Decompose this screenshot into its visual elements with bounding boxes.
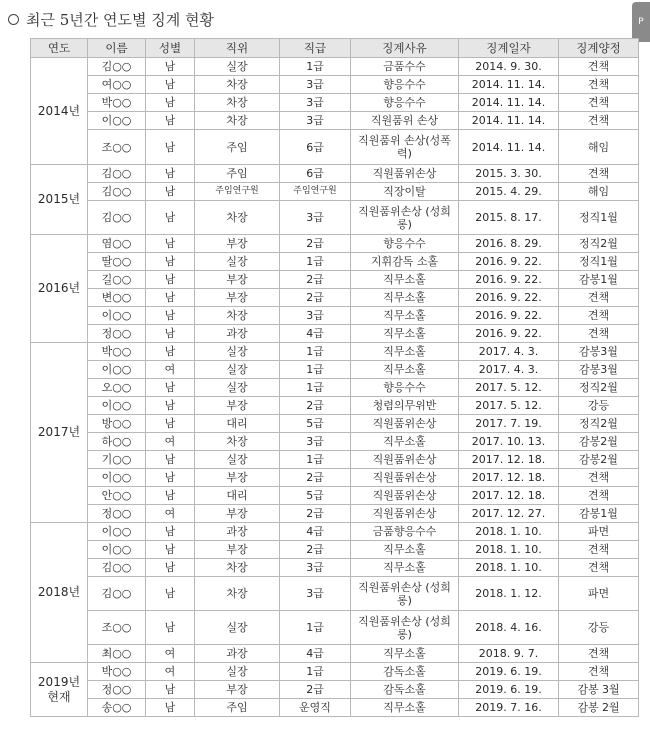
reason-cell: 직무소홀 [351,361,459,379]
position-cell: 실장 [195,379,280,397]
grade-cell: 3급 [280,201,351,235]
table-row [31,523,639,541]
grade-cell: 5급 [280,487,351,505]
reason-cell: 향응수수 [351,235,459,253]
grade-cell: 2급 [280,235,351,253]
grade-cell: 2급 [280,681,351,699]
gender-cell: 남 [146,325,195,343]
reason-cell: 감독소홀 [351,663,459,681]
date-cell: 2017. 10. 13. [459,433,559,451]
penalty-cell: 견책 [559,559,639,577]
table-row [31,94,639,112]
date-cell: 2014. 11. 14. [459,130,559,165]
gender-cell: 남 [146,165,195,183]
gender-cell: 남 [146,253,195,271]
gender-cell: 여 [146,433,195,451]
reason-cell: 직무소홀 [351,433,459,451]
col-header-date: 징계일자 [459,39,559,58]
penalty-cell: 견책 [559,58,639,76]
name-cell: 김○○ [88,165,146,183]
position-cell: 차장 [195,307,280,325]
name-cell: 김○○ [88,559,146,577]
reason-cell: 직원품위손상 [351,165,459,183]
reason-cell: 직무소홀 [351,541,459,559]
penalty-cell: 감봉2월 [559,451,639,469]
table-row [31,343,639,361]
table-row [31,559,639,577]
reason-cell: 청렴의무위반 [351,397,459,415]
table-row [31,541,639,559]
penalty-cell: 견책 [559,541,639,559]
grade-cell: 1급 [280,379,351,397]
table-row [31,505,639,523]
name-cell: 김○○ [88,183,146,201]
col-header-position: 직위 [195,39,280,58]
gender-cell: 남 [146,130,195,165]
gender-cell: 남 [146,397,195,415]
date-cell: 2018. 1. 10. [459,559,559,577]
gender-cell: 남 [146,307,195,325]
table-row [31,307,639,325]
penalty-cell: 감봉1월 [559,271,639,289]
name-cell: 김○○ [88,577,146,611]
penalty-cell: 견책 [559,487,639,505]
grade-cell: 3급 [280,76,351,94]
penalty-cell: 정직1월 [559,253,639,271]
name-cell: 여○○ [88,76,146,94]
col-header-gender: 성별 [146,39,195,58]
grade-cell: 1급 [280,663,351,681]
name-cell: 조○○ [88,130,146,165]
date-cell: 2017. 5. 12. [459,397,559,415]
table-row [31,235,639,253]
name-cell: 이○○ [88,469,146,487]
name-cell: 이○○ [88,523,146,541]
table-row [31,487,639,505]
table-row [31,76,639,94]
reason-cell: 향응수수 [351,379,459,397]
date-cell: 2018. 9. 7. [459,645,559,663]
gender-cell: 남 [146,577,195,611]
date-cell: 2015. 4. 29. [459,183,559,201]
circle-bullet-icon [8,14,19,25]
penalty-cell: 강등 [559,611,639,645]
name-cell: 정○○ [88,325,146,343]
col-header-reason: 징계사유 [351,39,459,58]
position-cell: 부장 [195,235,280,253]
year-cell: 2019년 현재 [31,663,88,717]
reason-cell: 직원품위손상 [351,505,459,523]
position-cell: 차장 [195,433,280,451]
grade-cell: 2급 [280,541,351,559]
position-cell: 주임연구원 [195,183,280,201]
date-cell: 2019. 6. 19. [459,663,559,681]
position-cell: 실장 [195,611,280,645]
reason-cell: 직무소홀 [351,699,459,717]
position-cell: 부장 [195,681,280,699]
penalty-cell: 견책 [559,663,639,681]
table-row [31,469,639,487]
reason-cell: 감독소홀 [351,681,459,699]
table-row [31,451,639,469]
position-cell: 부장 [195,541,280,559]
position-cell: 차장 [195,559,280,577]
gender-cell: 남 [146,487,195,505]
penalty-cell: 감봉1월 [559,505,639,523]
reason-cell: 직원품위손상 [351,415,459,433]
penalty-cell: 견책 [559,76,639,94]
table-row [31,681,639,699]
year-cell: 2017년 [31,343,88,523]
position-cell: 실장 [195,253,280,271]
grade-cell: 2급 [280,289,351,307]
discipline-table [30,38,639,717]
name-cell: 염○○ [88,235,146,253]
penalty-cell: 견책 [559,469,639,487]
gender-cell: 여 [146,663,195,681]
reason-cell: 직원품위 손상 [351,112,459,130]
gender-cell: 여 [146,505,195,523]
date-cell: 2014. 11. 14. [459,76,559,94]
date-cell: 2016. 9. 22. [459,325,559,343]
table-row [31,699,639,717]
penalty-cell: 해임 [559,130,639,165]
grade-cell: 6급 [280,165,351,183]
position-cell: 주임 [195,130,280,165]
col-header-name: 이름 [88,39,146,58]
grade-cell: 3급 [280,94,351,112]
penalty-cell: 감봉2월 [559,433,639,451]
grade-cell: 1급 [280,253,351,271]
position-cell: 부장 [195,397,280,415]
penalty-cell: 견책 [559,94,639,112]
gender-cell: 남 [146,343,195,361]
reason-cell: 직무소홀 [351,343,459,361]
grade-cell: 4급 [280,523,351,541]
reason-cell: 직원품위 손상(성폭력) [351,130,459,165]
date-cell: 2019. 6. 19. [459,681,559,699]
table-row [31,253,639,271]
grade-cell: 1급 [280,58,351,76]
gender-cell: 남 [146,469,195,487]
date-cell: 2016. 9. 22. [459,253,559,271]
grade-cell: 3급 [280,577,351,611]
gender-cell: 남 [146,451,195,469]
name-cell: 이○○ [88,361,146,379]
penalty-cell: 정직2월 [559,379,639,397]
penalty-cell: 감봉3월 [559,343,639,361]
date-cell: 2016. 9. 22. [459,271,559,289]
reason-cell: 직원품위손상 (성희롱) [351,201,459,235]
penalty-cell: 감봉3월 [559,361,639,379]
table-body [31,58,639,717]
grade-cell: 5급 [280,415,351,433]
penalty-cell: 견책 [559,645,639,663]
gender-cell: 남 [146,235,195,253]
grade-cell: 3급 [280,307,351,325]
year-cell: 2014년 [31,58,88,165]
name-cell: 송○○ [88,699,146,717]
gender-cell: 남 [146,541,195,559]
name-cell: 안○○ [88,487,146,505]
position-cell: 차장 [195,577,280,611]
gender-cell: 남 [146,611,195,645]
table-row [31,379,639,397]
reason-cell: 직무소홀 [351,271,459,289]
gender-cell: 남 [146,415,195,433]
reason-cell: 금품수수 [351,58,459,76]
date-cell: 2016. 9. 22. [459,307,559,325]
gender-cell: 남 [146,112,195,130]
position-cell: 부장 [195,271,280,289]
position-cell: 주임 [195,165,280,183]
name-cell: 하○○ [88,433,146,451]
penalty-cell: 견책 [559,112,639,130]
col-header-penalty: 징계양정 [559,39,639,58]
table-row [31,325,639,343]
position-cell: 차장 [195,76,280,94]
table-row [31,433,639,451]
gender-cell: 남 [146,94,195,112]
date-cell: 2015. 8. 17. [459,201,559,235]
name-cell: 이○○ [88,307,146,325]
name-cell: 오○○ [88,379,146,397]
side-tab[interactable]: P [632,2,650,42]
table-row [31,165,639,183]
name-cell: 이○○ [88,397,146,415]
reason-cell: 직원품위손상 (성희롱) [351,577,459,611]
date-cell: 2018. 1. 10. [459,523,559,541]
reason-cell: 지휘감독 소홀 [351,253,459,271]
date-cell: 2019. 7. 16. [459,699,559,717]
penalty-cell: 파면 [559,577,639,611]
grade-cell: 2급 [280,469,351,487]
position-cell: 차장 [195,112,280,130]
penalty-cell: 정직2월 [559,415,639,433]
table-row [31,58,639,76]
penalty-cell: 정직1월 [559,201,639,235]
grade-cell: 1급 [280,611,351,645]
penalty-cell: 견책 [559,289,639,307]
name-cell: 박○○ [88,663,146,681]
name-cell: 변○○ [88,289,146,307]
col-header-year: 연도 [31,39,88,58]
date-cell: 2017. 4. 3. [459,361,559,379]
gender-cell: 남 [146,183,195,201]
date-cell: 2017. 5. 12. [459,379,559,397]
date-cell: 2018. 1. 10. [459,541,559,559]
col-header-grade: 직급 [280,39,351,58]
reason-cell: 직무소홀 [351,325,459,343]
table-row [31,577,639,611]
gender-cell: 남 [146,379,195,397]
date-cell: 2015. 3. 30. [459,165,559,183]
grade-cell: 2급 [280,397,351,415]
reason-cell: 직무소홀 [351,559,459,577]
year-cell: 2016년 [31,235,88,343]
name-cell: 박○○ [88,343,146,361]
grade-cell: 3급 [280,112,351,130]
name-cell: 이○○ [88,112,146,130]
table-row [31,361,639,379]
reason-cell: 향응수수 [351,76,459,94]
penalty-cell: 견책 [559,307,639,325]
reason-cell: 직원품위손상 (성희롱) [351,611,459,645]
name-cell: 기○○ [88,451,146,469]
date-cell: 2017. 12. 18. [459,487,559,505]
penalty-cell: 해임 [559,183,639,201]
table-row [31,112,639,130]
penalty-cell: 견책 [559,165,639,183]
grade-cell: 3급 [280,559,351,577]
position-cell: 실장 [195,663,280,681]
year-cell: 2018년 [31,523,88,663]
name-cell: 방○○ [88,415,146,433]
reason-cell: 직원품위손상 [351,469,459,487]
header-row [31,39,639,58]
position-cell: 과장 [195,645,280,663]
position-cell: 실장 [195,361,280,379]
gender-cell: 남 [146,76,195,94]
table-row [31,397,639,415]
date-cell: 2017. 4. 3. [459,343,559,361]
position-cell: 부장 [195,289,280,307]
reason-cell: 직원품위손상 [351,487,459,505]
reason-cell: 직장이탈 [351,183,459,201]
gender-cell: 남 [146,289,195,307]
date-cell: 2017. 12. 27. [459,505,559,523]
gender-cell: 남 [146,559,195,577]
gender-cell: 여 [146,361,195,379]
table-row [31,130,639,165]
gender-cell: 남 [146,699,195,717]
grade-cell: 운영직 [280,699,351,717]
gender-cell: 남 [146,58,195,76]
name-cell: 정○○ [88,681,146,699]
date-cell: 2017. 12. 18. [459,469,559,487]
penalty-cell: 정직2월 [559,235,639,253]
position-cell: 대리 [195,487,280,505]
year-cell: 2015년 [31,165,88,235]
date-cell: 2018. 1. 12. [459,577,559,611]
table-row [31,183,639,201]
penalty-cell: 견책 [559,325,639,343]
table-row [31,201,639,235]
name-cell: 길○○ [88,271,146,289]
reason-cell: 직무소홀 [351,645,459,663]
reason-cell: 금품향응수수 [351,523,459,541]
name-cell: 조○○ [88,611,146,645]
position-cell: 실장 [195,58,280,76]
gender-cell: 남 [146,271,195,289]
table-row [31,271,639,289]
table-row [31,611,639,645]
position-cell: 부장 [195,505,280,523]
grade-cell: 2급 [280,505,351,523]
page-title-text: 최근 5년간 연도별 징계 현황 [26,10,215,29]
name-cell: 이○○ [88,541,146,559]
table-row [31,415,639,433]
table-row [31,645,639,663]
grade-cell: 1급 [280,361,351,379]
reason-cell: 직원품위손상 [351,451,459,469]
position-cell: 과장 [195,523,280,541]
penalty-cell: 감봉 2월 [559,699,639,717]
page-title [8,6,214,32]
grade-cell: 주임연구원 [280,183,351,201]
gender-cell: 남 [146,681,195,699]
position-cell: 차장 [195,201,280,235]
gender-cell: 남 [146,523,195,541]
reason-cell: 직무소홀 [351,307,459,325]
penalty-cell: 강등 [559,397,639,415]
name-cell: 김○○ [88,58,146,76]
grade-cell: 4급 [280,325,351,343]
name-cell: 김○○ [88,201,146,235]
grade-cell: 6급 [280,130,351,165]
position-cell: 실장 [195,343,280,361]
position-cell: 실장 [195,451,280,469]
table-row [31,663,639,681]
date-cell: 2014. 9. 30. [459,58,559,76]
position-cell: 과장 [195,325,280,343]
name-cell: 딸○○ [88,253,146,271]
date-cell: 2016. 9. 22. [459,289,559,307]
penalty-cell: 감봉 3월 [559,681,639,699]
date-cell: 2014. 11. 14. [459,112,559,130]
date-cell: 2016. 8. 29. [459,235,559,253]
grade-cell: 4급 [280,645,351,663]
position-cell: 부장 [195,469,280,487]
name-cell: 박○○ [88,94,146,112]
name-cell: 최○○ [88,645,146,663]
penalty-cell: 파면 [559,523,639,541]
gender-cell: 남 [146,201,195,235]
grade-cell: 1급 [280,343,351,361]
date-cell: 2018. 4. 16. [459,611,559,645]
grade-cell: 2급 [280,271,351,289]
date-cell: 2017. 12. 18. [459,451,559,469]
name-cell: 정○○ [88,505,146,523]
position-cell: 차장 [195,94,280,112]
reason-cell: 직무소홀 [351,289,459,307]
position-cell: 주임 [195,699,280,717]
grade-cell: 3급 [280,433,351,451]
date-cell: 2014. 11. 14. [459,94,559,112]
table-row [31,289,639,307]
position-cell: 대리 [195,415,280,433]
date-cell: 2017. 7. 19. [459,415,559,433]
gender-cell: 여 [146,645,195,663]
grade-cell: 1급 [280,451,351,469]
reason-cell: 향응수수 [351,94,459,112]
